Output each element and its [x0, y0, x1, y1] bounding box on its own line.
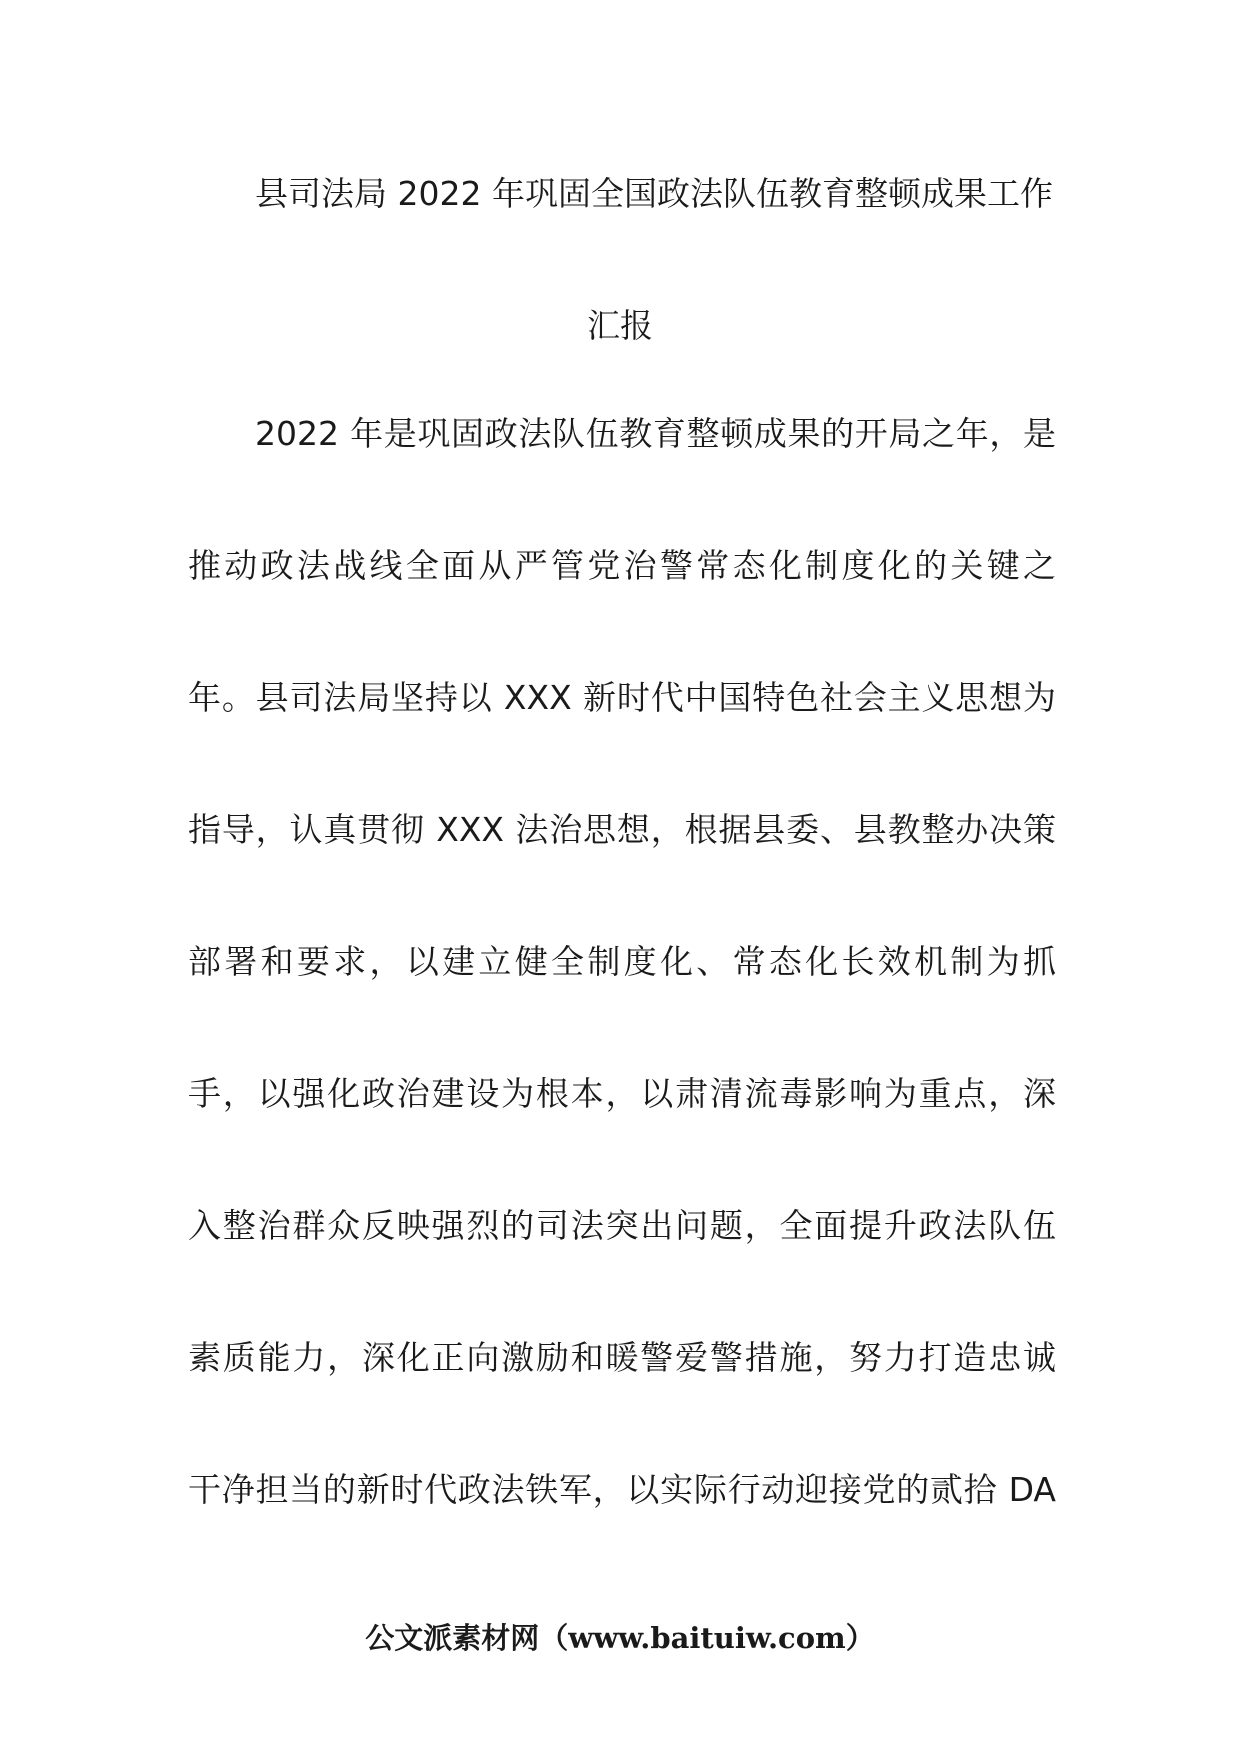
document-title-line-1: 县司法局 2022 年巩固全国政法队伍教育整顿成果工作 — [255, 174, 1053, 213]
body-line-3: 年。县司法局坚持以 XXX 新时代中国特色社会主义思想为 — [188, 678, 1056, 717]
body-line-8: 素质能力，深化正向激励和暖警爱警措施，努力打造忠诚 — [188, 1338, 1056, 1377]
body-line-6: 手，以强化政治建设为根本，以肃清流毒影响为重点，深 — [188, 1074, 1056, 1113]
body-line-5: 部署和要求，以建立健全制度化、常态化长效机制为抓 — [188, 942, 1056, 981]
body-line-2: 推动政法战线全面从严管党治警常态化制度化的关键之 — [188, 546, 1056, 585]
document-title-line-2: 汇报 — [587, 306, 653, 345]
body-line-1: 2022 年是巩固政法队伍教育整顿成果的开局之年，是 — [255, 414, 1056, 453]
body-line-7: 入整治群众反映强烈的司法突出问题，全面提升政法队伍 — [188, 1206, 1056, 1245]
page-footer: 公文派素材网（www.baituiw.com） — [365, 1621, 875, 1655]
body-line-4: 指导，认真贯彻 XXX 法治思想，根据县委、县教整办决策 — [188, 810, 1056, 849]
body-line-9: 干净担当的新时代政法铁军，以实际行动迎接党的贰拾 DA — [188, 1470, 1056, 1509]
